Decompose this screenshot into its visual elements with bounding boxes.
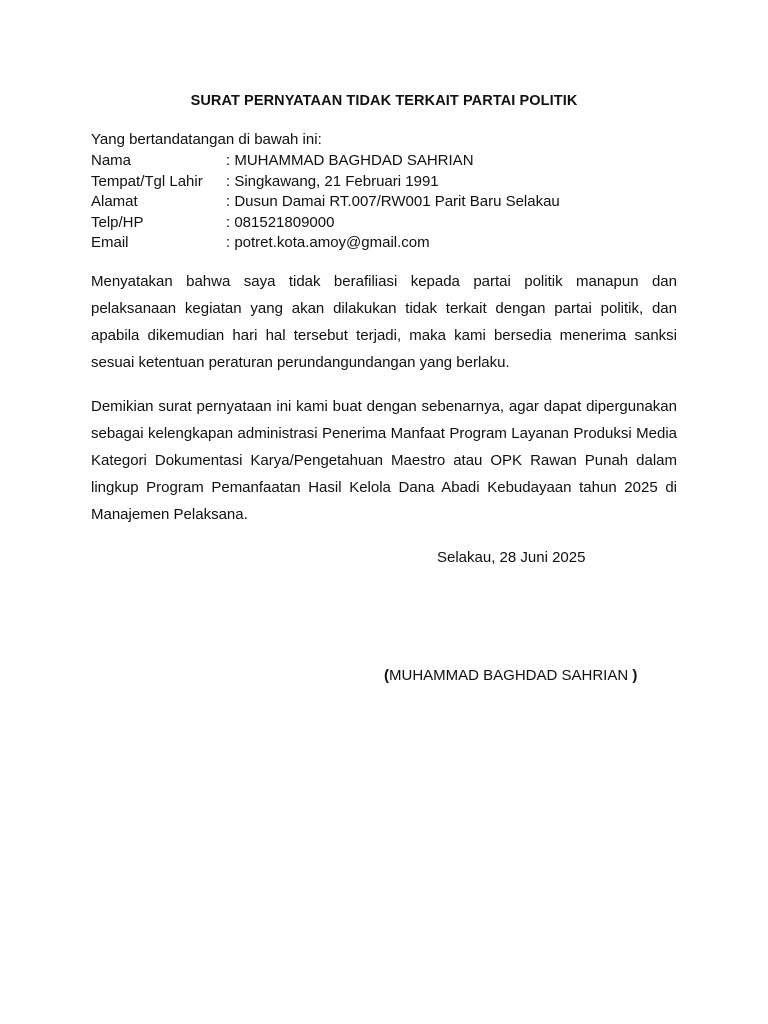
identity-row-phone bbox=[91, 213, 691, 234]
identity-value: : Dusun Damai RT.007/RW001 Parit Baru Selakau bbox=[226, 193, 560, 210]
signature-name bbox=[384, 667, 637, 684]
closing-paragraph: Demikian surat pernyataan ini kami buat dengan sebenarnya, agar dapat dipergunakan sebagai kelengkapan administrasi Penerima Manfaat Program Layanan Produksi Media Kategori Dokumentasi Karya/Pengetahuan Maestro atau OPK Rawan Punah dalam lingkup Program Pemanfaatan Hasil Kelola Dana Abadi Kebudayaan tahun 2025 di Manajemen Pelaksana. bbox=[91, 398, 677, 523]
signature-open-paren: ( bbox=[384, 667, 389, 684]
identity-label: Alamat bbox=[91, 193, 138, 210]
identity-value: : potret.kota.amoy@gmail.com bbox=[226, 234, 430, 251]
identity-label: Tempat/Tgl Lahir bbox=[91, 172, 203, 190]
signature-close-paren: ) bbox=[632, 667, 638, 684]
place-date: Selakau, 28 Juni 2025 bbox=[437, 549, 586, 566]
intro-text: Yang bertandatangan di bawah ini: bbox=[91, 131, 322, 148]
identity-row-name bbox=[91, 151, 691, 172]
identity-row-address bbox=[91, 192, 691, 213]
identity-value: : 081521809000 bbox=[226, 213, 335, 231]
identity-row-birth bbox=[91, 172, 691, 193]
identity-value: : Singkawang, 21 Februari 1991 bbox=[226, 172, 439, 190]
identity-label: Nama bbox=[91, 152, 132, 169]
statement-paragraph: Menyatakan bahwa saya tidak berafiliasi kepada partai politik manapun dan pelaksanaan kegiatan yang akan dilakukan tidak terkait dengan partai politik, dan apabila dikemudian hari hal tersebut terjadi, maka kami bersedia menerima sanksi sesuai ketentuan peraturan perundangundangan yang berlaku. bbox=[91, 273, 677, 371]
identity-block bbox=[91, 151, 691, 254]
signature-name-text: MUHAMMAD BAGHDAD SAHRIAN bbox=[389, 667, 633, 684]
identity-label: Telp/HP bbox=[91, 213, 144, 231]
identity-value: : MUHAMMAD BAGHDAD SAHRIAN bbox=[226, 152, 474, 169]
identity-label: Email bbox=[91, 234, 129, 251]
identity-row-email bbox=[91, 233, 691, 254]
document-title: SURAT PERNYATAAN TIDAK TERKAIT PARTAI POLITIK bbox=[190, 93, 578, 109]
